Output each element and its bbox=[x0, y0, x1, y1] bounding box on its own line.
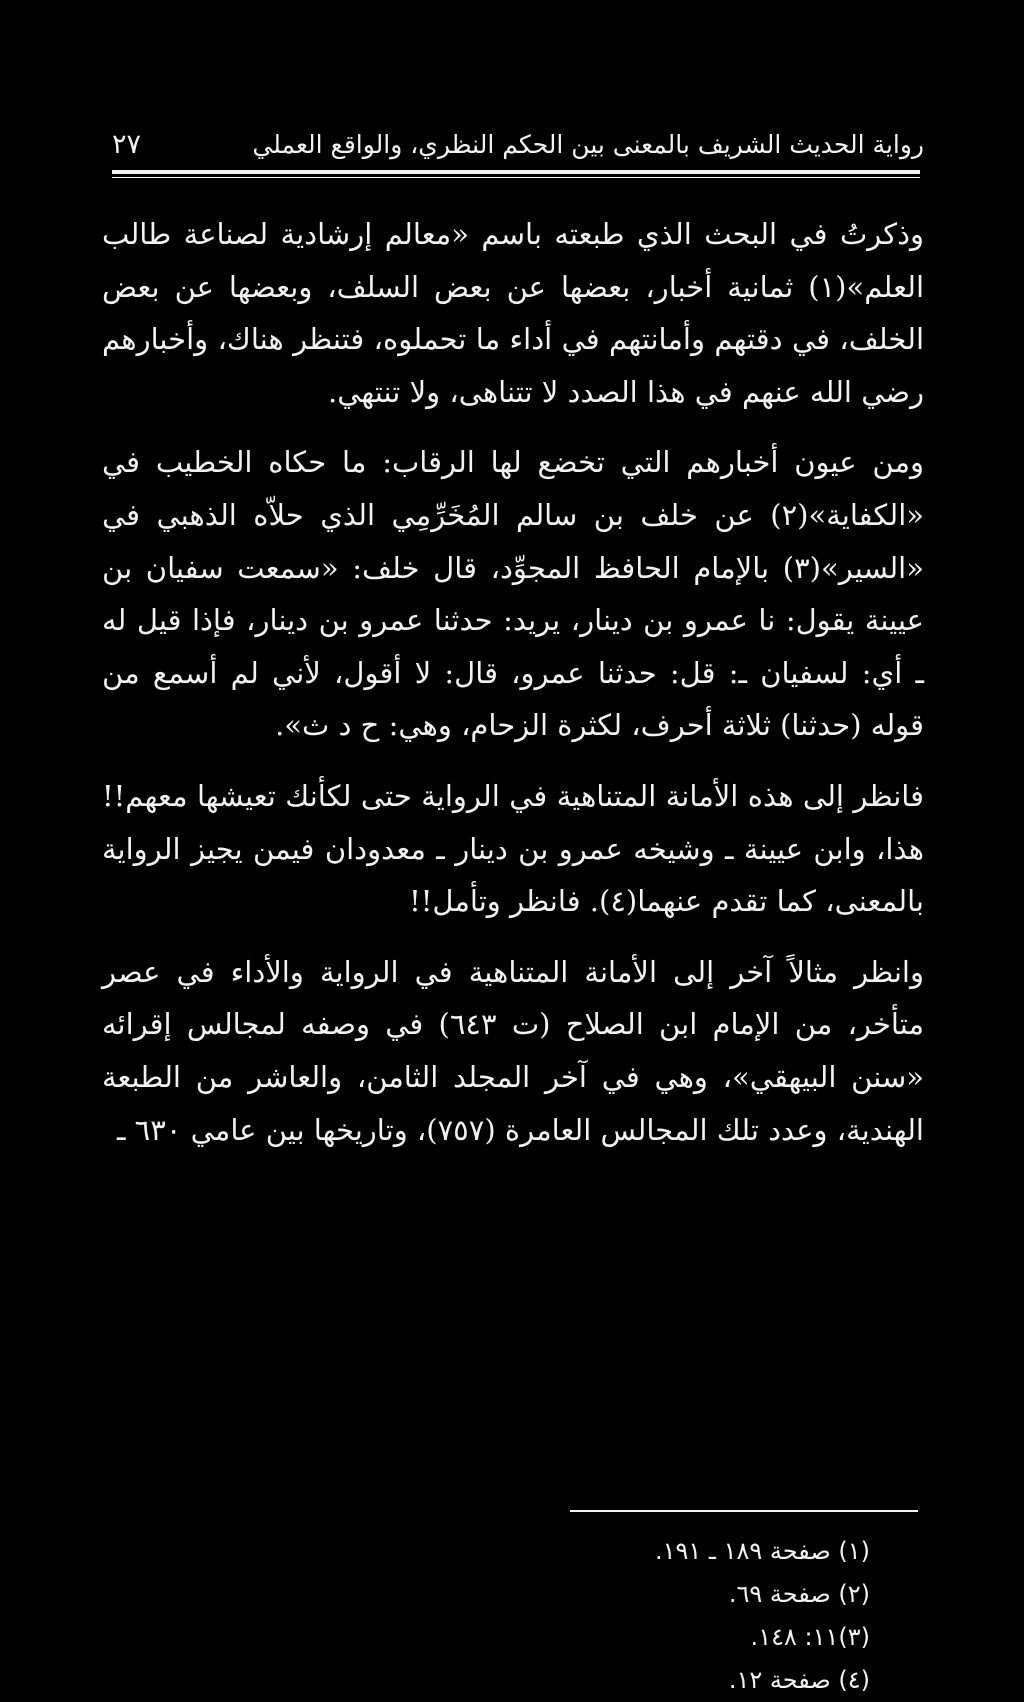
header-rule-thick bbox=[112, 170, 920, 174]
header-rule-thin bbox=[112, 177, 920, 178]
footnote-1: (١) صفحة ١٨٩ ـ ١٩١. bbox=[654, 1537, 870, 1565]
footnote-3: (٣)١١: ١٤٨. bbox=[750, 1623, 870, 1651]
page-number: ٢٧ bbox=[112, 128, 142, 160]
paragraph-2: ومن عيون أخبارهم التي تخضع لها الرقاب: ما حكاه الخطيب في «الكفاية»(٢) عن خلف بن سالم المُخَرِّمِي الذي حلاّه الذهبي في «السير»(٣) بالإمام الحافظ المجوِّد، قال خلف: «سمعت سفيان بن عيينة يقول: نا عمرو بن دينار، يريد: حدثنا عمرو بن دينار، فإذا قيل له ـ أي: لسفيان ـ: قل: حدثنا عمرو، قال: لا أقول، لأني لم أسمع من قوله (حدثنا) ثلاثة أحرف، لكثرة الزحام، وهي: ح د ث». bbox=[102, 445, 924, 743]
footnote-separator bbox=[570, 1510, 918, 1512]
running-title: رواية الحديث الشريف بالمعنى بين الحكم النظري، والواقع العملي bbox=[252, 129, 924, 159]
paragraph-4: وانظر مثالاً آخر إلى الأمانة المتناهية في الرواية والأداء في عصر متأخر، من الإمام ابن الصلاح (ت ٦٤٣) في وصفه لمجالس إقرائه «سنن البيهقي»، وهي في آخر المجلد الثامن، والعاشر من الطبعة الهندية، وعدد تلك المجالس العامرة (٧٥٧)، وتاريخها بين عامي ٦٣٠ ـ bbox=[102, 954, 924, 1147]
paragraph-3: فانظر إلى هذه الأمانة المتناهية في الرواية حتى لكأنك تعيشها معهم!! هذا، وابن عيينة ـ وشيخه عمرو بن دينار ـ معدودان فيمن يجيز الرواية بالمعنى، كما تقدم عنهما(٤). فانظر وتأمل!! bbox=[102, 778, 924, 919]
body-text bbox=[102, 208, 924, 1156]
running-head bbox=[112, 122, 924, 166]
footnote-4: (٤) صفحة ١٢. bbox=[728, 1666, 870, 1694]
footnote-2: (٢) صفحة ٦٩. bbox=[728, 1580, 870, 1608]
paragraph-1: وذكرتُ في البحث الذي طبعته باسم «معالم إرشادية لصناعة طالب العلم»(١) ثمانية أخبار، بعضها عن بعض السلف، وبعضها عن بعض الخلف، في دقتهم وأمانتهم في أداء ما تحملوه، فتنظر هناك، وأخبارهم رضي الله عنهم في هذا الصدد لا تتناهى، ولا تنتهي. bbox=[102, 217, 925, 409]
